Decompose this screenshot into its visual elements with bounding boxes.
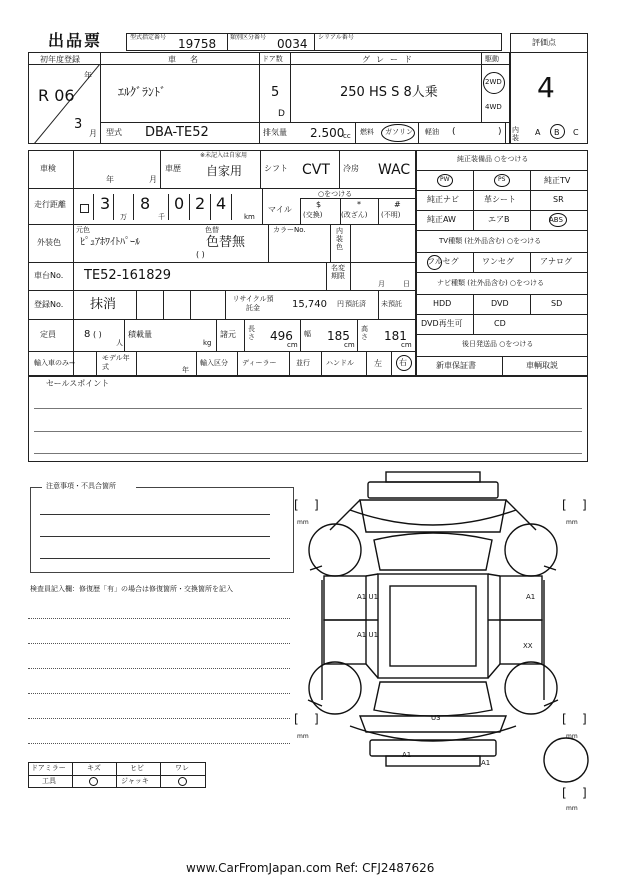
fuel-paren-open: ( [452, 127, 456, 137]
exterior-color-label: 外装色 [37, 238, 61, 247]
equip-abs: ABS [549, 216, 563, 224]
mark-rear-bumper-right: A1 [481, 759, 491, 767]
tread-bracket-lf: [ ] [294, 498, 319, 512]
load-unit: kg [203, 339, 212, 347]
reg-value: 抹消 [90, 297, 117, 312]
capacity-value: 8 [84, 329, 91, 340]
mark-left-rear-door: A1 U1 [357, 631, 379, 639]
reg-label: 登録No. [34, 300, 64, 309]
mileage-digit-5: 4 [216, 194, 227, 213]
score-value: 4 [537, 71, 555, 104]
navi-hdd: HDD [433, 299, 452, 308]
name-change-month: 月 [378, 280, 385, 288]
model-designation-label: 型式指定番号 [130, 34, 167, 41]
import-label: 輸入車のみ→ [34, 359, 75, 367]
repaint-paren: ( ) [196, 250, 205, 259]
recycle-deposit: 預託済 [345, 300, 366, 308]
inspection-month-unit: 月 [149, 175, 157, 184]
equip-genuine-navi: 純正ナビ [427, 195, 459, 204]
recycle-value: 15,740 [292, 299, 327, 310]
car-name-label: 車名 [168, 55, 212, 64]
mark-rear-bumper: A1 [402, 751, 412, 759]
navi-label: ナビ種類 (社外品含む) ○をつける [437, 279, 545, 287]
mileage-digit-4: 2 [195, 194, 206, 213]
drive-2wd: 2WD [485, 78, 502, 86]
notes-label: 注意事項・不具合箇所 [46, 482, 116, 490]
category-note: ※未記入は自家用 [200, 152, 248, 159]
interior-label: 内装 [512, 126, 519, 142]
length-label: 長さ [248, 325, 255, 341]
mileage-digit-2: 8 [140, 194, 151, 213]
height-unit: cm [401, 341, 412, 349]
model-year-label: モデル年式 [102, 354, 130, 371]
footer-reference: www.CarFromJapan.com Ref: CFJ2487626 [186, 861, 435, 875]
grade-value: 250 HS S 8人乗 [340, 85, 438, 100]
mileage-digit-1: 3 [100, 194, 111, 213]
legend-crack: ヒビ [130, 764, 144, 772]
tread-bracket-rf: [ ] [562, 498, 587, 512]
sheet-title: 出品票 [48, 31, 103, 50]
recycle-label: リサイクル預託金 [232, 295, 274, 312]
mileage-digit-3: 0 [174, 194, 185, 213]
tread-mm-rr: mm [566, 733, 578, 740]
mark-right-rear-door: XX [523, 642, 533, 650]
tread-bracket-rr: [ ] [562, 712, 587, 726]
serial-label: シリアル番号 [318, 34, 354, 41]
color-no-label: カラーNo. [273, 226, 306, 234]
inspection-year-unit: 年 [106, 175, 114, 184]
unknown-label: # [394, 200, 401, 209]
car-name-value: ｴﾙｸﾞﾗﾝﾄﾞ [118, 85, 167, 99]
first-reg-month-unit: 月 [89, 129, 97, 138]
equip-genuine-aw: 純正AW [427, 215, 456, 224]
capacity-paren: ( ) [93, 330, 102, 339]
fuel-gasoline: ガソリン [385, 128, 413, 136]
fuel-paren-close: ) [498, 127, 502, 137]
interior-b: B [554, 128, 560, 137]
length-value: 496 [270, 329, 293, 343]
tv-oneseg: ワンセグ [482, 257, 514, 266]
mileage-man-unit: 万 [120, 213, 127, 221]
ac-value: WAC [378, 162, 411, 178]
interior-color-label: 内装色 [336, 227, 343, 251]
tread-mm-spare: mm [566, 805, 578, 812]
interior-c: C [573, 128, 579, 137]
category-row-label: 車歴 [165, 164, 181, 173]
width-value: 185 [327, 329, 350, 343]
model-year-suffix: 年 [182, 366, 189, 374]
first-reg-year-unit: 年 [84, 71, 92, 80]
fuel-diesel: 軽油 [425, 128, 439, 136]
drive-4wd: 4WD [485, 103, 502, 111]
first-reg-month: 3 [74, 117, 83, 132]
inspector-label: 検査員記入欄：修復歴「有」の場合は修復箇所・交換箇所を記入 [30, 585, 233, 593]
navi-cd: CD [494, 319, 506, 328]
displacement-label: 排気量 [263, 128, 287, 137]
navi-dvd-play: DVD再生可 [421, 319, 463, 328]
sales-point-box [28, 376, 588, 462]
first-reg-label: 初年度登録 [40, 55, 80, 64]
inspection-label: 車検 [40, 164, 56, 173]
equip-ps: PS [498, 176, 506, 183]
mark-left-front-door: A1 U1 [357, 593, 379, 601]
tampered-label: * [357, 200, 361, 209]
handle-left: 左 [374, 359, 382, 368]
model-label: 型式 [106, 128, 122, 137]
import-parallel: 並行 [296, 359, 310, 367]
tread-mm-rf: mm [566, 519, 578, 526]
fuel-label: 燃料 [360, 128, 374, 136]
repaint-label: 色替 [205, 226, 219, 234]
mileage-km-unit: km [244, 213, 255, 221]
doors-label: ドア数 [262, 55, 283, 63]
chassis-value: TE52-161829 [84, 268, 172, 283]
score-label: 評価点 [532, 38, 556, 47]
orig-color-value: ﾋﾟｭｱﾎﾜｲﾄﾊﾟｰﾙ [80, 237, 140, 248]
navi-dvd: DVD [491, 299, 509, 308]
load-label: 積載量 [128, 330, 152, 339]
first-reg-era: R 06 [38, 86, 75, 105]
capacity-label: 定員 [40, 330, 56, 339]
category-value: 0034 [277, 37, 308, 51]
shift-label: シフト [264, 164, 288, 173]
length-unit: cm [287, 341, 298, 349]
navi-sd: SD [551, 299, 563, 308]
name-change-day: 日 [403, 280, 410, 288]
shift-value: CVT [302, 162, 330, 178]
capacity-unit: 人 [116, 339, 123, 347]
tv-fullseg: フルセグ [427, 257, 459, 266]
category-value: 自家用 [206, 164, 243, 178]
exchange-sub: (交換) [303, 211, 323, 219]
genuine-label: 純正装備品 ○をつける [457, 155, 529, 163]
interior-a: A [535, 128, 541, 137]
doors-value: 5 [271, 85, 280, 100]
legend-door-mirror: ドアミラー [31, 764, 66, 772]
equip-leather: 革シート [484, 195, 516, 204]
legend-break: ワレ [175, 764, 189, 772]
tampered-sub: (改ざん) [341, 211, 368, 219]
tread-bracket-lr: [ ] [294, 712, 319, 726]
docs-label: 後日発送品 ○をつける [462, 340, 534, 348]
mark-right-front-door: A1 [526, 593, 536, 601]
import-dealer: ディーラー [242, 359, 277, 367]
repaint-value: 色替無 [206, 235, 246, 250]
import-type-label: 輸入区分 [200, 359, 228, 367]
ac-label: 冷房 [343, 164, 359, 173]
car-condition-diagram [290, 470, 610, 810]
legend-jack-mark [178, 777, 187, 786]
width-unit: cm [344, 341, 355, 349]
model-value: DBA-TE52 [145, 125, 209, 140]
category-label: 類別区分番号 [230, 34, 267, 41]
notes-box [30, 487, 294, 573]
equip-airbag: エアB [488, 215, 510, 224]
mileage-sen-unit: 千 [158, 213, 165, 221]
mileage-label: 走行距離 [34, 200, 66, 209]
width-label: 幅 [304, 330, 311, 338]
legend-scratch: キズ [87, 764, 101, 772]
dims-label: 諸元 [220, 330, 236, 339]
mark-back-door: U3 [431, 714, 441, 722]
mileage-circle-note: ○をつける [318, 190, 353, 198]
drive-label: 駆動 [485, 55, 499, 63]
grade-label: グレード [362, 55, 418, 64]
legend-jack: ジャッキ [121, 777, 149, 785]
doors-d: D [278, 109, 285, 119]
displacement-unit: cc [343, 132, 351, 140]
recycle-not: 未預託 [381, 300, 402, 308]
docs-warranty: 新車保証書 [436, 361, 476, 370]
height-value: 181 [384, 329, 407, 343]
equip-sr: SR [553, 195, 564, 204]
tv-analog: アナログ [540, 257, 572, 266]
handle-right: 右 [399, 358, 407, 367]
height-label: 高さ [361, 325, 368, 341]
handle-label: ハンドル [326, 359, 354, 367]
tread-mm-lf: mm [297, 519, 309, 526]
exchange-label: $ [316, 200, 322, 209]
unknown-sub: (不明) [381, 211, 401, 219]
name-change-label: 名変期限 [331, 264, 345, 280]
mile-label: マイル [268, 205, 292, 214]
equip-genuine-tv: 純正TV [544, 176, 571, 185]
recycle-unit: 円 [337, 300, 344, 308]
tread-bracket-spare: [ ] [562, 786, 587, 800]
legend-tools: 工具 [42, 777, 56, 785]
chassis-label: 車台No. [34, 271, 64, 280]
tread-mm-lr: mm [297, 733, 309, 740]
model-designation-value: 19758 [178, 37, 217, 51]
docs-manual: 車輌取説 [526, 361, 558, 370]
displacement-value: 2.500 [310, 126, 345, 140]
sales-point-label: セールスポイント [46, 379, 110, 388]
tv-label: TV種類 (社外品含む) ○をつける [439, 237, 542, 245]
legend-tools-mark [89, 777, 98, 786]
equip-pw: PW [440, 176, 450, 183]
orig-color-label: 元色 [76, 226, 90, 234]
